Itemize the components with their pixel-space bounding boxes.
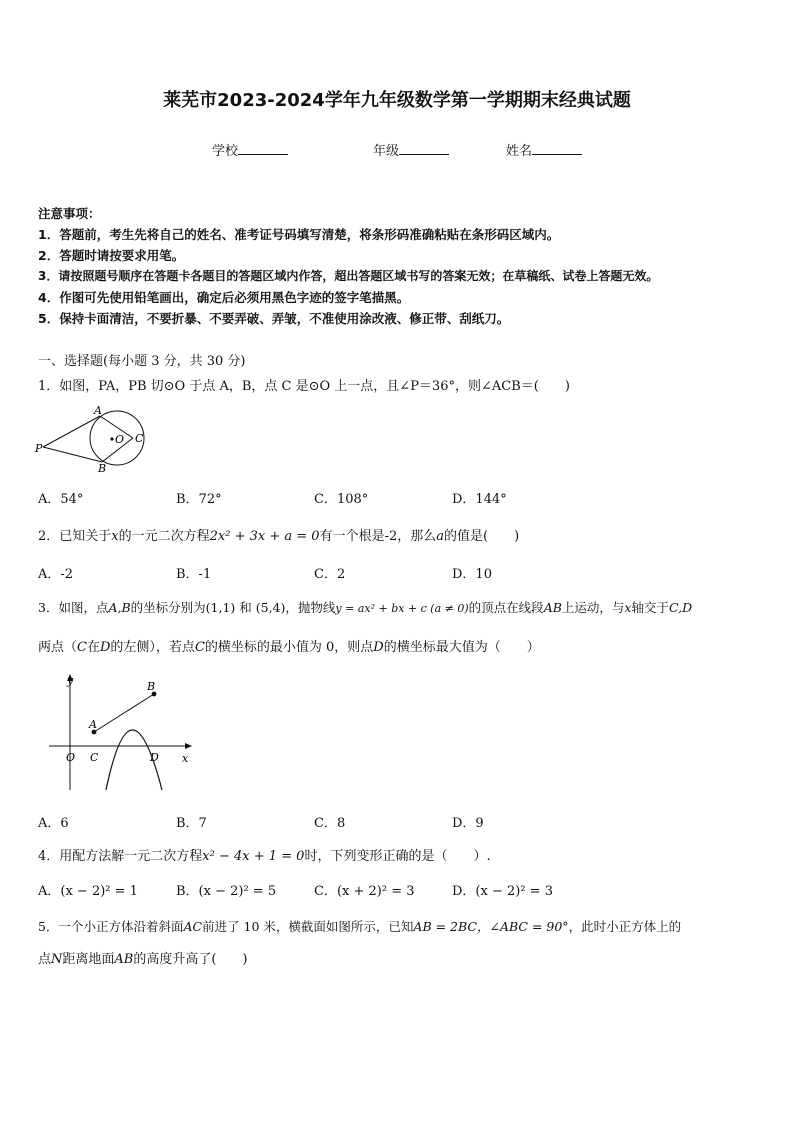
question-5-line1 (38, 917, 681, 935)
page-title: 莱芜市2023-2024学年九年级数学第一学期期末经典试题 (163, 90, 631, 111)
q3-text: 的横坐标最大值为（ ） (383, 640, 540, 655)
q3-text: 的左侧），若点 (110, 640, 195, 655)
q3-var-c: C (194, 640, 205, 655)
q3-text: 的坐标分别为 (130, 600, 206, 615)
q3-option-d: D．9 (452, 816, 484, 831)
notice-item: 3．请按照题号顺序在答题卡各题目的答题区域内作答，超出答题区域书写的答案无效；在草稿纸、试卷上答题无效。 (38, 269, 659, 283)
q4-option-c: C．(x + 2)² = 3 (314, 884, 415, 899)
school-field (212, 140, 288, 159)
q3-label-c: C (90, 751, 99, 764)
q2-option-a: A．-2 (38, 567, 74, 582)
school-blank (238, 142, 288, 155)
q4-option-d: D．(x − 2)² = 3 (452, 884, 553, 899)
q2-equation: 2x² + 3x + a = 0 (209, 529, 320, 544)
q3-text: 的横坐标的最小值为 0，则点 (204, 640, 374, 655)
q3-var-d: D (373, 640, 384, 655)
q3-var-seg: AB (543, 600, 562, 615)
q5-text: ，此时小正方体上的 (568, 919, 682, 934)
q3-text: 轴交于 (631, 600, 669, 615)
q3-text: ，抛物线 (285, 600, 336, 615)
q3-coords: (1,1) 和 (5,4) (205, 600, 286, 615)
q1-tangent-pb (43, 447, 102, 462)
q3-text: 上运动，与 (561, 600, 625, 615)
q5-text: 的高度升高了( ) (133, 952, 248, 967)
question-2-text (38, 525, 519, 544)
q4-suffix: 时，下列变形正确的是（ ）. (304, 849, 491, 864)
q1-label-b: B (98, 462, 107, 474)
q2-middle: 的一元二次方程 (118, 529, 210, 544)
q2-option-d: D．10 (452, 567, 492, 582)
q3-label-o: O (66, 751, 76, 764)
q5-var-ab: AB (114, 952, 134, 967)
school-label: 学校 (212, 144, 239, 159)
q4-prefix: 4．用配方法解一元二次方程 (38, 849, 203, 864)
notice-heading: 注意事项： (38, 206, 101, 221)
question-5-line2 (38, 948, 248, 967)
name-label: 姓名 (506, 144, 533, 159)
q3-text: 3．如图，点 (38, 600, 109, 615)
q1-label-p: P (35, 442, 43, 455)
q2-suffix1: 有一个根是-2，那么 (319, 529, 437, 544)
q1-figure (34, 402, 154, 474)
question-4-text (38, 845, 491, 864)
q3-var-x: x (624, 600, 632, 615)
q5-var-n: N (51, 952, 63, 967)
q3-var-cd: C,D (669, 600, 693, 615)
q2-option-c: C．2 (314, 567, 346, 582)
grade-field (373, 140, 449, 159)
q2-prefix: 2．已知关于 (38, 529, 112, 544)
q4-option-a: A．(x − 2)² = 1 (38, 884, 138, 899)
q5-text: 距离地面 (62, 952, 115, 967)
q5-text: 前进了 10 米，横截面如图所示，已知 (202, 919, 414, 934)
q1-option-b: B．72° (176, 492, 222, 507)
name-field (506, 140, 582, 159)
notice-item: 5．保持卡面清洁，不要折暴、不要弄破、弄皱，不准使用涂改液、修正带、刮纸刀。 (38, 311, 510, 326)
q1-label-c: C (135, 432, 144, 445)
q4-equation: x² − 4x + 1 = 0 (202, 849, 305, 864)
notice-item: 1．答题前，考生先将自己的姓名、准考证号码填写清楚，将条形码准确粘贴在条形码区域内。 (38, 227, 560, 242)
q3-option-b: B．7 (176, 816, 207, 831)
q5-var-ac: AC (183, 919, 203, 934)
q3-text: 的顶点在线段 (468, 600, 544, 615)
q2-var-a: a (436, 529, 444, 544)
q3-label-x: x (182, 752, 189, 765)
question-3-line2 (38, 636, 540, 655)
q3-option-a: A．6 (38, 816, 69, 831)
q3-label-b: B (147, 680, 156, 693)
q3-var-ab: A,B (108, 600, 131, 615)
q3-segment-ab (94, 694, 154, 732)
grade-blank (399, 142, 449, 155)
q4-option-b: B．(x − 2)² = 5 (176, 884, 277, 899)
q2-var-x: x (111, 529, 119, 544)
q5-condition: AB = 2BC，∠ABC = 90° (413, 919, 569, 934)
q3-figure (46, 670, 196, 796)
name-blank (532, 142, 582, 155)
q3-x-arrow (185, 743, 192, 749)
q3-label-a: A (89, 718, 97, 731)
q1-tangent-pa (43, 416, 100, 447)
q2-suffix2: 的值是( ) (444, 529, 520, 544)
q2-option-b: B．-1 (176, 567, 212, 582)
question-1-text: 1．如图，PA，PB 切⊙O 于点 A，B，点 C 是⊙O 上一点，且∠P＝36°，则∠ACB＝( ) (38, 379, 570, 394)
question-3-line1 (38, 598, 692, 616)
q5-text: 点 (38, 952, 52, 967)
q3-var-c: C (77, 640, 87, 655)
q3-var-d: D (99, 640, 111, 655)
q1-option-d: D．144° (452, 492, 507, 507)
q3-text: 在 (86, 640, 100, 655)
q3-label-y: y (67, 674, 74, 687)
q1-option-a: A．54° (38, 492, 84, 507)
q5-text: 5．一个小正方体沿着斜面 (38, 919, 184, 934)
notice-item: 2．答题时请按要求用笔。 (38, 248, 185, 263)
q3-parabola: y = ax² + bx + c (a ≠ 0) (335, 602, 469, 615)
q3-text: 两点（ (38, 640, 78, 655)
grade-label: 年级 (373, 144, 400, 159)
section-heading: 一、选择题(每小题 3 分，共 30 分) (38, 354, 246, 369)
notice-item: 4．作图可先使用铅笔画出，确定后必须用黑色字迹的签字笔描黑。 (38, 290, 410, 305)
q1-option-c: C．108° (314, 492, 369, 507)
q1-center-dot (110, 437, 113, 440)
q3-label-d: D (150, 751, 159, 764)
q1-label-a: A (94, 404, 102, 417)
q3-option-c: C．8 (314, 816, 346, 831)
q1-label-o: O (115, 433, 125, 446)
